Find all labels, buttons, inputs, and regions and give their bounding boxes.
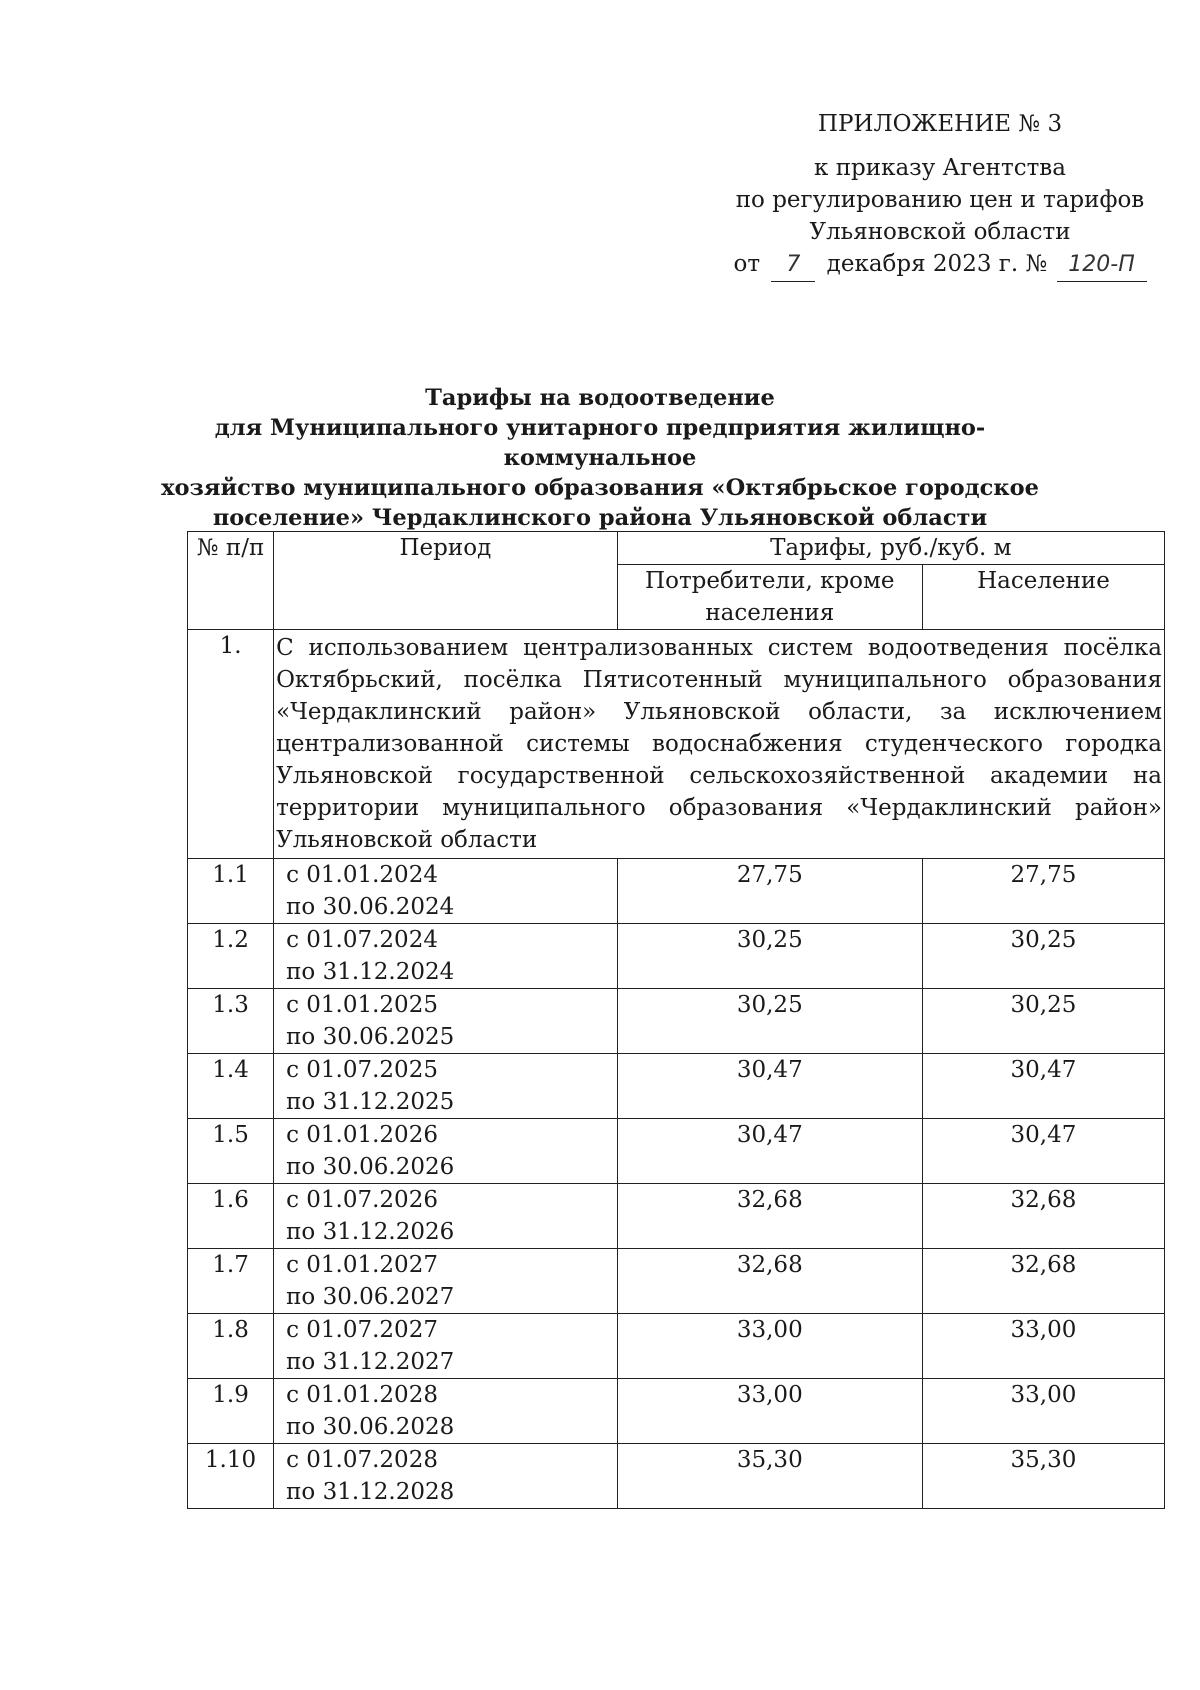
period-to: по 31.12.2026	[286, 1219, 455, 1245]
row-num: 1.4	[188, 1054, 274, 1119]
header-population: Население	[922, 565, 1164, 630]
row-num: 1.6	[188, 1184, 274, 1249]
table-row	[188, 859, 1165, 924]
header-row-1	[188, 532, 1165, 565]
row-num: 1.10	[188, 1444, 274, 1509]
appendix-date-line	[700, 248, 1180, 282]
period-to: по 30.06.2024	[286, 894, 455, 920]
period-from: с 01.01.2027	[286, 1252, 438, 1278]
row-population-tariff: 33,00	[922, 1314, 1164, 1379]
row-consumers-tariff: 33,00	[617, 1314, 922, 1379]
period-to: по 30.06.2026	[286, 1154, 455, 1180]
row-population-tariff: 30,25	[922, 924, 1164, 989]
section-row	[188, 630, 1165, 859]
row-period	[274, 1119, 618, 1184]
row-num: 1.2	[188, 924, 274, 989]
row-population-tariff: 33,00	[922, 1379, 1164, 1444]
period-from: с 01.01.2024	[286, 862, 438, 888]
header-period: Период	[274, 532, 618, 630]
period-from: с 01.07.2028	[286, 1447, 438, 1473]
table-row	[188, 924, 1165, 989]
table-row	[188, 1054, 1165, 1119]
row-population-tariff: 30,25	[922, 989, 1164, 1054]
row-period	[274, 924, 618, 989]
title-line-2: для Муниципального унитарного предприятия жилищно-коммунальное	[214, 415, 986, 471]
document-title	[160, 383, 1040, 533]
period-to: по 30.06.2025	[286, 1024, 455, 1050]
period-to: по 31.12.2028	[286, 1479, 455, 1505]
period-from: с 01.07.2024	[286, 927, 438, 953]
row-population-tariff: 30,47	[922, 1119, 1164, 1184]
date-rest: декабря 2023 г. №	[826, 251, 1048, 277]
title-line-4: поселение» Чердаклинского района Ульяновской области	[212, 505, 988, 531]
period-to: по 30.06.2027	[286, 1284, 455, 1310]
handwritten-day: 7	[771, 249, 815, 282]
period-from: с 01.07.2027	[286, 1317, 438, 1343]
row-consumers-tariff: 35,30	[617, 1444, 922, 1509]
period-from: с 01.01.2028	[286, 1382, 438, 1408]
table-row	[188, 1444, 1165, 1509]
section-description: С использованием централизованных систем водоотведения посёлка Октябрьский, посёлка Пятисотенный муниципального образования «Чердаклинский район» Ульяновской области, за исключением централизованной системы водоснабжения студенческого городка Ульяновской государственной сельскохозяйственной академии на территории муниципального образования «Чердаклинский район» Ульяновской области	[274, 630, 1165, 859]
row-period	[274, 1249, 618, 1314]
row-num: 1.8	[188, 1314, 274, 1379]
row-consumers-tariff: 27,75	[617, 859, 922, 924]
row-consumers-tariff: 30,25	[617, 924, 922, 989]
row-num: 1.7	[188, 1249, 274, 1314]
section-num: 1.	[188, 630, 274, 859]
row-period	[274, 1054, 618, 1119]
table-row	[188, 1314, 1165, 1379]
period-to: по 31.12.2024	[286, 959, 455, 985]
header-tariffs: Тарифы, руб./куб. м	[617, 532, 1164, 565]
appendix-line-3: Ульяновской области	[809, 219, 1071, 245]
period-to: по 31.12.2027	[286, 1349, 455, 1375]
period-from: с 01.07.2026	[286, 1187, 438, 1213]
row-period	[274, 859, 618, 924]
row-num: 1.5	[188, 1119, 274, 1184]
tariff-table	[187, 531, 1165, 1509]
period-to: по 31.12.2025	[286, 1089, 455, 1115]
appendix-header	[700, 108, 1180, 282]
row-consumers-tariff: 33,00	[617, 1379, 922, 1444]
row-period	[274, 1444, 618, 1509]
table-row	[188, 1119, 1165, 1184]
period-from: с 01.07.2025	[286, 1057, 438, 1083]
period-from: с 01.01.2026	[286, 1122, 438, 1148]
table-row	[188, 1249, 1165, 1314]
row-consumers-tariff: 30,47	[617, 1119, 922, 1184]
row-period	[274, 1314, 618, 1379]
title-line-3: хозяйство муниципального образования «Октябрьское городское	[161, 475, 1039, 501]
row-population-tariff: 32,68	[922, 1184, 1164, 1249]
table-row	[188, 989, 1165, 1054]
row-period	[274, 1184, 618, 1249]
appendix-line-2: по регулированию цен и тарифов	[735, 187, 1145, 213]
header-num: № п/п	[188, 532, 274, 630]
row-consumers-tariff: 30,25	[617, 989, 922, 1054]
appendix-title: ПРИЛОЖЕНИЕ № 3	[817, 111, 1063, 137]
appendix-line-1: к приказу Агентства	[814, 155, 1066, 181]
row-num: 1.3	[188, 989, 274, 1054]
header-consumers: Потребители, кроме населения	[617, 565, 922, 630]
date-prefix: от	[733, 251, 761, 277]
title-line-1: Тарифы на водоотведение	[425, 385, 775, 411]
row-consumers-tariff: 32,68	[617, 1184, 922, 1249]
row-period	[274, 989, 618, 1054]
row-consumers-tariff: 30,47	[617, 1054, 922, 1119]
period-from: с 01.01.2025	[286, 992, 438, 1018]
row-population-tariff: 35,30	[922, 1444, 1164, 1509]
row-consumers-tariff: 32,68	[617, 1249, 922, 1314]
row-num: 1.1	[188, 859, 274, 924]
row-population-tariff: 27,75	[922, 859, 1164, 924]
row-period	[274, 1379, 618, 1444]
row-population-tariff: 30,47	[922, 1054, 1164, 1119]
row-population-tariff: 32,68	[922, 1249, 1164, 1314]
table-row	[188, 1184, 1165, 1249]
row-num: 1.9	[188, 1379, 274, 1444]
table-row	[188, 1379, 1165, 1444]
period-to: по 30.06.2028	[286, 1414, 455, 1440]
handwritten-order-number: 120-П	[1057, 249, 1147, 282]
